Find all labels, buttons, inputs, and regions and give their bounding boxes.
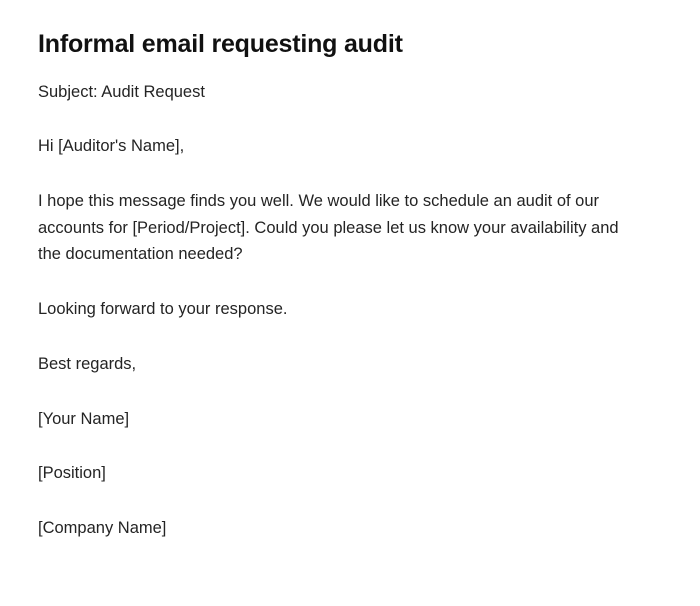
paragraph-position: [Position] bbox=[38, 464, 106, 483]
paragraph-request-body: I hope this message finds you well. We would like to schedule an audit of our accounts for [Period/Project]. Could you please let us know your availability and the documentation needed? bbox=[38, 191, 619, 264]
paragraph-company-name: [Company Name] bbox=[38, 518, 167, 537]
paragraph-closing-line: Looking forward to your response. bbox=[38, 300, 288, 319]
paragraph-greeting: Hi [Auditor's Name], bbox=[38, 137, 185, 156]
paragraph-sender-name: [Your Name] bbox=[38, 409, 130, 428]
paragraph-subject: Subject: Audit Request bbox=[38, 82, 205, 101]
paragraph-signoff: Best regards, bbox=[38, 354, 137, 373]
page-title: Informal email requesting audit bbox=[38, 30, 403, 58]
document-body bbox=[38, 79, 662, 542]
